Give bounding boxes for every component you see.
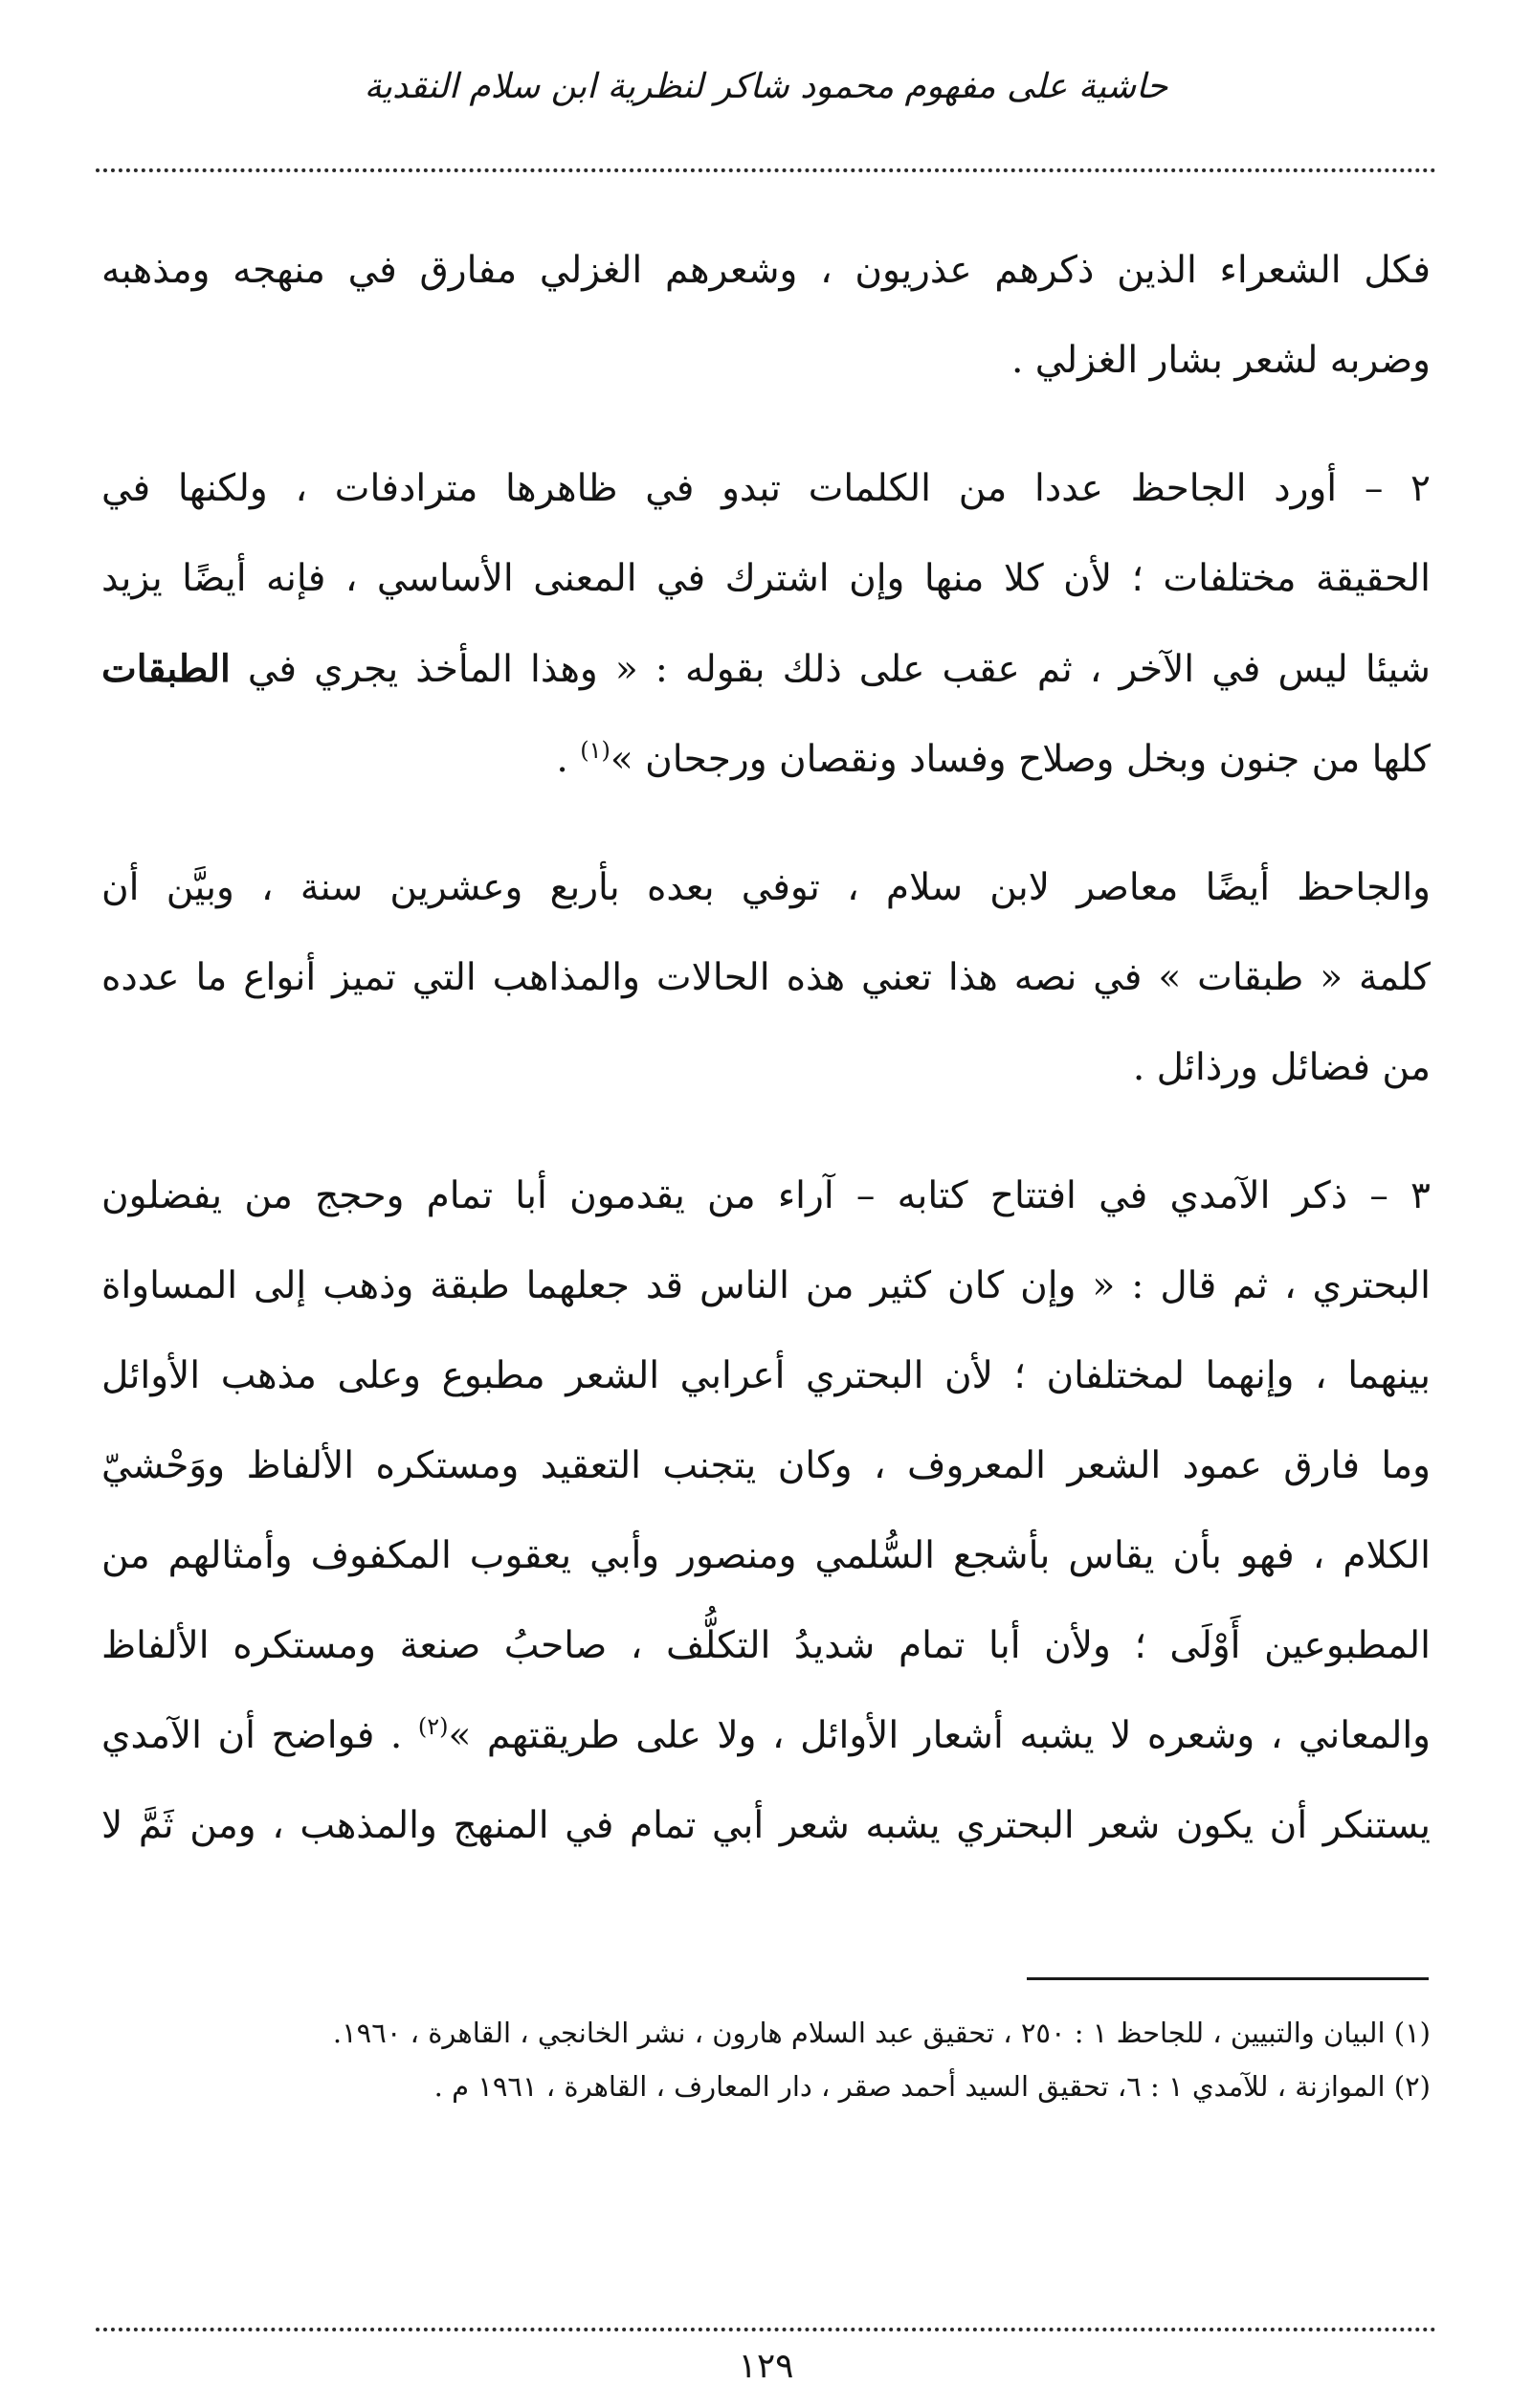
footnotes <box>101 2006 1431 2113</box>
text-line: وضربه لشعر بشار الغزلي . <box>1010 339 1431 382</box>
text-line: ٣ – ذكر الآمدي في افتتاح كتابه – آراء من يقدمون أبا تمام وحجج من يفضلون <box>101 1174 1431 1217</box>
text-segment: . فواضح أن الآمدي <box>101 1714 403 1757</box>
text-line-with-footnote: كلها من جنون وبخل وصلاح وفساد ونقصان ورجحان »$^{(١)}$ . <box>556 737 1431 781</box>
header-divider <box>96 168 1436 172</box>
footnote-2: (٢) الموازنة ، للآمدي ١ : ٦، تحقيق السيد أحمد صقر ، دار المعارف ، القاهرة ، ١٩٦١ م . <box>433 2070 1431 2103</box>
text-line: من فضائل ورذائل . <box>1132 1046 1431 1089</box>
text-line: ٢ – أورد الجاحظ عددا من الكلمات تبدو في ظاهرها مترادفات ، ولكنها في <box>101 467 1431 510</box>
footnote-divider <box>1027 1977 1429 1980</box>
footnote-marker-1[interactable]: (١) <box>580 737 611 764</box>
text-line: والجاحظ أيضًا معاصر لابن سلام ، توفي بعده بأربع وعشرين سنة ، وبيَّن أن <box>101 866 1431 909</box>
footnote-1: (١) البيان والتبيين ، للجاحظ ١ : ٢٥٠ ، تحقيق عبد السلام هارون ، نشر الخانجي ، القاهرة ، ١٩٦٠. <box>332 2017 1431 2049</box>
text-line: البحتري ، ثم قال : « وإن كان كثير من الناس قد جعلهما طبقة وذهب إلى المساواة <box>101 1264 1431 1307</box>
text-segment: والمعاني ، وشعره لا يشبه أشعار الأوائل ، ولا على طريقتهم » <box>448 1714 1431 1757</box>
text-line: الحقيقة مختلفات ؛ لأن كلا منها وإن اشترك في المعنى الأساسي ، فإنه أيضًا يزيد <box>101 557 1431 600</box>
text-line-with-footnote <box>101 1691 1431 1781</box>
footer-divider <box>96 2328 1436 2331</box>
page-number: ١٢٩ <box>738 2347 794 2386</box>
bold-term: الطبقات <box>101 647 231 691</box>
text-line: يستنكر أن يكون شعر البحتري يشبه شعر أبي تمام في المنهج والمذهب ، ومن ثَمَّ لا <box>101 1804 1431 1847</box>
text-segment: شيئا ليس في الآخر ، ثم عقب على ذلك بقوله : « وهذا المأخذ يجري في <box>247 648 1431 691</box>
text-segment: كلها من جنون وبخل وصلاح وفساد ونقصان ورجحان » <box>610 738 1431 781</box>
text-line: وما فارق عمود الشعر المعروف ، وكان يتجنب التعقيد ومستكره الألفاظ ووَحْشيّ <box>101 1444 1431 1487</box>
footnote-marker-2[interactable]: (٢) <box>417 1713 449 1740</box>
text-line: الكلام ، فهو بأن يقاس بأشجع السُّلمي ومنصور وأبي يعقوب المكفوف وأمثالهم من <box>101 1534 1431 1577</box>
text-line: بينهما ، وإنهما لمختلفان ؛ لأن البحتري أعرابي الشعر مطبوع وعلى مذهب الأوائل <box>101 1354 1431 1397</box>
main-text <box>101 226 1431 1871</box>
text-line-with-term <box>101 624 1431 715</box>
running-header: حاشية على مفهوم محمود شاكر لنظرية ابن سلام النقدية <box>364 67 1168 106</box>
text-line: فكل الشعراء الذين ذكرهم عذريون ، وشعرهم الغزلي مفارق في منهجه ومذهبه <box>101 249 1431 292</box>
text-line: كلمة « طبقات » في نصه هذا تعني هذه الحالات والمذاهب التي تميز أنواع ما عدده <box>101 956 1431 999</box>
text-line: المطبوعين أَوْلَى ؛ ولأن أبا تمام شديدُ التكلُّف ، صاحبُ صنعة ومستكره الألفاظ <box>101 1624 1431 1667</box>
